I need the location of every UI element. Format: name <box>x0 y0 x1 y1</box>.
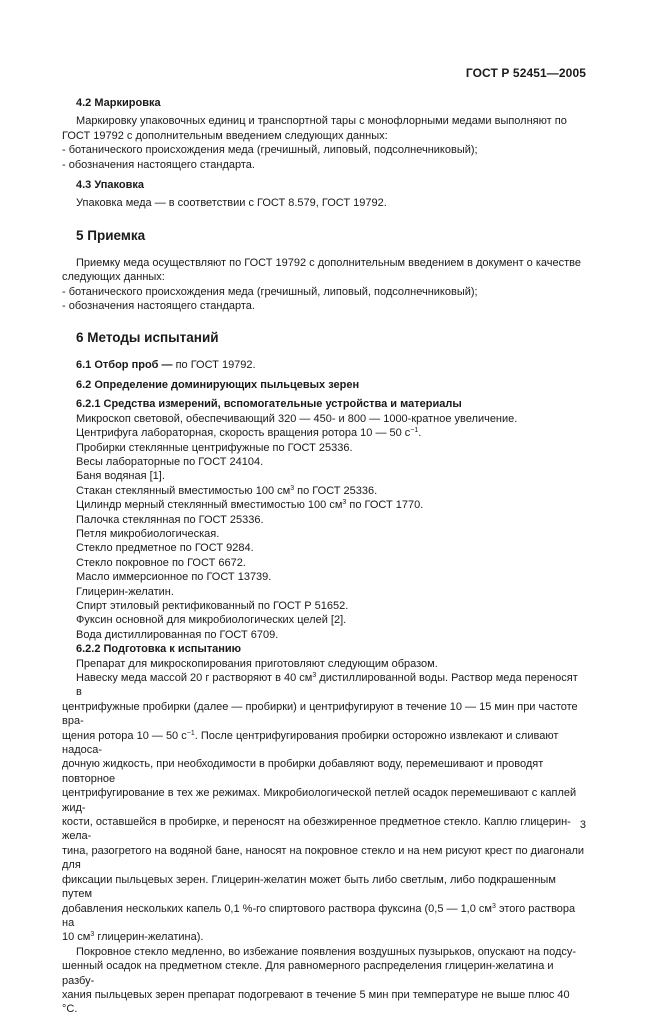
section-5-heading: 5 Приемка <box>76 227 146 243</box>
equipment-item: Петля микробиологическая. <box>76 527 220 540</box>
section-4-3-text: Упаковка меда — в соответствии с ГОСТ 8.579, ГОСТ 19792. <box>76 197 387 210</box>
prep-line: центрифужные пробирки (далее — пробирки) и центрифугируют в течение 10 — 15 мин при частоте вра- <box>62 700 578 728</box>
prep-line: фиксации пыльцевых зерен. Глицерин-желатин может быть либо светлым, либо подкрашенным путем <box>62 873 556 901</box>
prep-line: кости, оставшейся в пробирке, и переносят на обезжиренное предметное стекло. Каплю глицерин-жела- <box>62 816 571 843</box>
equipment-item: Баня водяная [1]. <box>76 470 165 483</box>
section-6-1 <box>76 358 584 372</box>
final-line: хания пыльцевых зерен препарат подогревают в течение 5 мин при температуре не выше плюс 40 °С. <box>62 988 570 1016</box>
list-item: - обозначения настоящего стандарта. <box>62 158 255 171</box>
prep-line: тина, разогретого на водяной бане, наносят на покровное стекло и на нем рисуют крест по диагонали для <box>62 844 585 872</box>
section-4-2-para-line2: ГОСТ 19792 с дополнительным введением следующих данных: <box>62 129 388 142</box>
equipment-item: Палочка стеклянная по ГОСТ 25336. <box>76 513 264 526</box>
section-6-heading: 6 Методы испытаний <box>76 330 219 346</box>
equipment-item: Цилиндр мерный стеклянный вместимостью 100 $см^3$ по ГОСТ 1770. <box>76 499 424 512</box>
section-5-para-line1: Приемку меда осуществляют по ГОСТ 19792 с дополнительным введением в документ о качестве <box>76 256 582 269</box>
equipment-item: Стекло покровное по ГОСТ 6672. <box>76 556 246 569</box>
section-4-3-heading: 4.3 Упаковка <box>76 179 144 192</box>
list-item: - ботанического происхождения меда (гречишный, липовый, подсолнечниковый); <box>62 285 478 298</box>
equipment-item: Глицерин-желатин. <box>76 585 174 598</box>
equipment-item: Фуксин основной для микробиологических целей [2]. <box>76 614 347 627</box>
equipment-item: Центрифуга лабораторная, скорость вращения ротора 10 — 50 $с^{-1}$. <box>76 427 422 440</box>
list-item: - ботанического происхождения меда (гречишный, липовый, подсолнечниковый); <box>62 144 478 157</box>
prep-line: добавления нескольких капель 0,1 %-го спиртового раствора фуксина (0,5 — 1,0 $см^3$ этого раствора на <box>62 902 576 929</box>
section-6-1-title: 6.1 Отбор проб — <box>76 359 173 372</box>
prep-intro: Препарат для микроскопирования приготовляют следующим образом. <box>76 657 438 670</box>
section-5-para-line2: следующих данных: <box>62 271 165 284</box>
equipment-item: Спирт этиловый ректификованный по ГОСТ Р 51652. <box>76 599 349 612</box>
prep-line: 10 $см^3$ глицерин-желатина). <box>62 931 204 944</box>
equipment-item: Весы лабораторные по ГОСТ 24104. <box>76 455 264 468</box>
equipment-item: Вода дистиллированная по ГОСТ 6709. <box>76 628 279 641</box>
equipment-item: Микроскоп световой, обеспечивающий 320 — 450- и 800 — 1000-кратное увеличение. <box>76 412 518 425</box>
prep-line: центрифугирование в тех же режимах. Микробиологической петлей осадок перемешивают с каплей жид- <box>62 787 577 814</box>
prep-line: дочную жидкость, при необходимости в пробирки добавляют воду, перемешивают и проводят повторное <box>62 758 544 785</box>
prep-line: Навеску меда массой 20 г растворяют в 40 $см^3$ дистиллированной воды. Раствор меда переносят в <box>76 672 578 699</box>
list-item: - обозначения настоящего стандарта. <box>62 300 255 313</box>
section-6-1-text: по ГОСТ 19792. <box>172 359 256 372</box>
section-6-2-2-heading: 6.2.2 Подготовка к испытанию <box>76 643 242 656</box>
equipment-item: Стакан стеклянный вместимостью 100 $см^3$ по ГОСТ 25336. <box>76 484 378 497</box>
document-body <box>62 96 584 1017</box>
equipment-item: Стекло предметное по ГОСТ 9284. <box>76 542 254 555</box>
section-6-2-1-heading: 6.2.1 Средства измерений, вспомогательные устройства и материалы <box>76 398 462 411</box>
equipment-item: Масло иммерсионное по ГОСТ 13739. <box>76 571 272 584</box>
prep-line: щения ротора 10 — 50 $с^{-1}$. После центрифугирования пробирки осторожно извлекают и сливают надоса- <box>62 729 559 757</box>
final-line: Покровное стекло медленно, во избежание появления воздушных пузырьков, опускают на подсу- <box>76 945 577 958</box>
section-6-2-heading: 6.2 Определение доминирующих пыльцевых зерен <box>76 378 360 391</box>
page-number: 3 <box>579 819 586 831</box>
section-4-2-heading: 4.2 Маркировка <box>76 97 161 109</box>
section-4-2-para-line1: Маркировку упаковочных единиц и транспортной тары с монофлорными медами выполняют по <box>76 115 567 128</box>
equipment-item: Пробирки стеклянные центрифужные по ГОСТ 25336. <box>76 441 353 454</box>
document-code-header: ГОСТ Р 52451—2005 <box>465 66 586 80</box>
final-line: шенный осадок на предметном стекле. Для равномерного распределения глицерин-желатина и разбу- <box>62 960 554 987</box>
